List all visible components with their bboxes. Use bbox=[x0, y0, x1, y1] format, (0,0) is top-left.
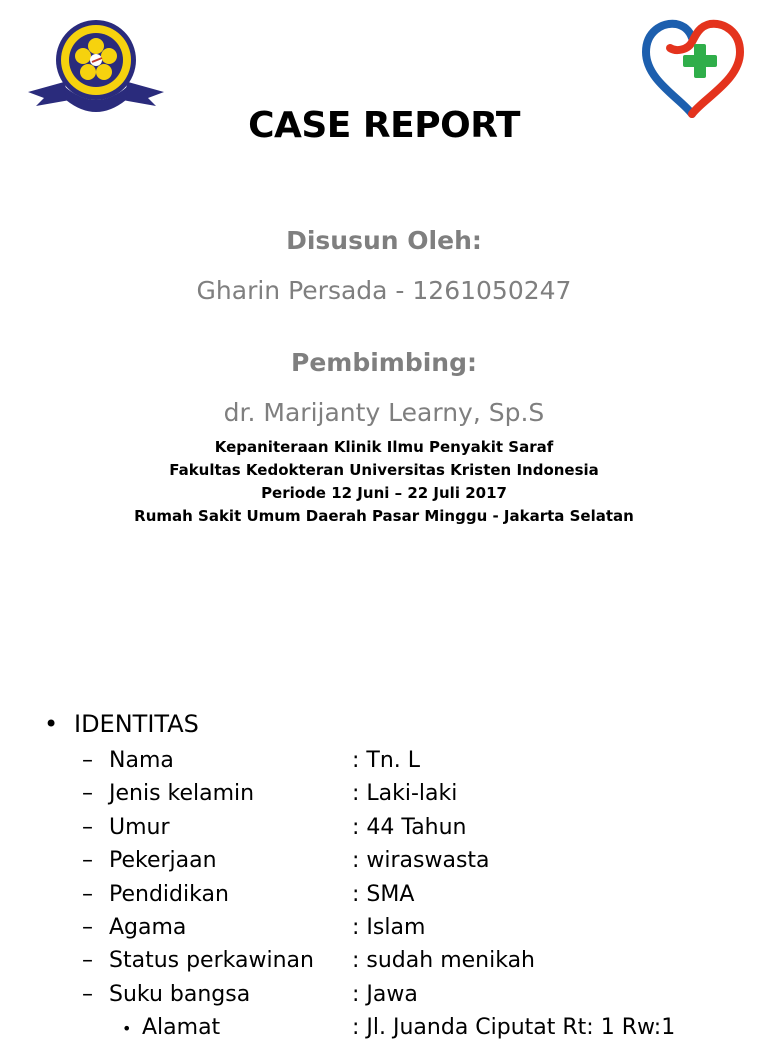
identity-slide bbox=[0, 696, 768, 1041]
item-value: : Laki-laki bbox=[352, 781, 458, 807]
list-item bbox=[82, 848, 762, 881]
supervisor-name: dr. Marijanty Learny, Sp.S bbox=[223, 398, 545, 427]
item-value: : wiraswasta bbox=[352, 848, 490, 874]
item-label: Pendidikan bbox=[109, 881, 229, 907]
heart-cross-logo bbox=[640, 18, 746, 116]
info-line-faculty: Fakultas Kedokteran Universitas Kristen Indonesia bbox=[169, 461, 599, 479]
bullet-icon: • bbox=[44, 710, 59, 738]
section-heading bbox=[44, 710, 199, 738]
dash-icon: – bbox=[82, 781, 93, 807]
list-item bbox=[82, 948, 762, 981]
list-item bbox=[82, 882, 762, 915]
program-info bbox=[0, 436, 768, 528]
dash-icon: – bbox=[82, 914, 93, 940]
item-value: : Islam bbox=[352, 914, 426, 940]
item-label: Alamat bbox=[142, 1015, 221, 1041]
list-item bbox=[82, 815, 762, 848]
author-name: Gharin Persada - 1261050247 bbox=[196, 276, 572, 305]
item-value: : Jawa bbox=[352, 981, 418, 1007]
item-value: : Tn. L bbox=[352, 748, 421, 773]
item-label: Agama bbox=[109, 914, 187, 940]
list-subitem bbox=[82, 1015, 762, 1048]
list-item bbox=[82, 982, 762, 1015]
list-item bbox=[82, 748, 762, 781]
dash-icon: – bbox=[82, 948, 93, 974]
info-line-hospital: Rumah Sakit Umum Daerah Pasar Minggu - Jakarta Selatan bbox=[134, 507, 634, 525]
dash-icon: – bbox=[82, 981, 93, 1007]
identity-list bbox=[82, 748, 762, 1049]
author-heading: Disusun Oleh: bbox=[286, 226, 482, 255]
bullet-icon: • bbox=[122, 1019, 132, 1039]
item-value: : SMA bbox=[352, 881, 415, 907]
section-title: IDENTITAS bbox=[74, 710, 199, 738]
item-label: Nama bbox=[109, 748, 174, 773]
item-label: Suku bangsa bbox=[109, 981, 251, 1007]
list-item bbox=[82, 781, 762, 814]
dash-icon: – bbox=[82, 748, 93, 773]
dash-icon: – bbox=[82, 881, 93, 907]
dash-icon: – bbox=[82, 814, 93, 840]
item-label: Umur bbox=[109, 814, 170, 840]
supervisor-heading: Pembimbing: bbox=[291, 348, 477, 377]
item-label: Status perkawinan bbox=[109, 948, 314, 974]
info-line-department: Kepaniteraan Klinik Ilmu Penyakit Saraf bbox=[214, 438, 554, 456]
info-line-period: Periode 12 Juni – 22 Juli 2017 bbox=[261, 484, 507, 502]
slide-title: CASE REPORT bbox=[248, 105, 520, 146]
item-label: Pekerjaan bbox=[109, 848, 217, 874]
item-value: : sudah menikah bbox=[352, 948, 535, 974]
item-value: : 44 Tahun bbox=[352, 814, 467, 840]
item-label: Jenis kelamin bbox=[109, 781, 255, 807]
item-value: : Jl. Juanda Ciputat Rt: 1 Rw:1 bbox=[352, 1015, 676, 1041]
list-item bbox=[82, 915, 762, 948]
dash-icon: – bbox=[82, 848, 93, 874]
